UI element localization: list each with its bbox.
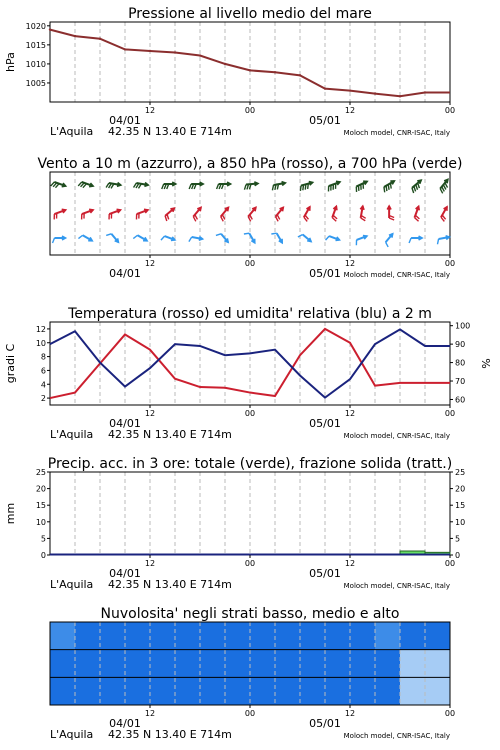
y-tick-label: 1010 (25, 59, 46, 69)
chart-title: Vento a 10 m (azzurro), a 850 hPa (rosso), a 700 hPa (verde) (37, 156, 463, 172)
x-tick-label: 12 (144, 709, 156, 718)
barb-feather (189, 237, 192, 242)
cloud-cell (225, 650, 250, 678)
wind-barb (106, 234, 118, 242)
wind-barb (412, 180, 421, 193)
wind-barb (332, 206, 337, 221)
y-tick-label: 10 (35, 338, 46, 348)
pressure-point (174, 51, 176, 53)
barb-feather (409, 238, 411, 243)
cloud-cell (275, 650, 300, 678)
precip-chart (4, 456, 465, 591)
cloud-cell (125, 622, 150, 650)
barb-feather (161, 236, 165, 240)
cloud-cell (100, 622, 125, 650)
cloud-cell (200, 677, 225, 705)
wind-barb (386, 234, 393, 247)
wind-barb (248, 207, 256, 221)
cloud-cell (250, 622, 275, 650)
pressure-point (374, 92, 376, 94)
wind-barb (440, 179, 448, 193)
temp-rh-chart (4, 306, 493, 441)
pressure-point (424, 91, 426, 93)
y-right-tick-label: 15 (455, 501, 466, 511)
y-right-tick-label: 25 (455, 468, 466, 477)
wind-barb (189, 182, 203, 189)
barb-feather (445, 183, 448, 188)
x-tick-label: 12 (344, 709, 356, 718)
clouds-chart (50, 606, 455, 741)
pressure-point (249, 69, 251, 71)
barb-feather (106, 234, 111, 236)
barb-feather (221, 217, 224, 222)
barb-feather (78, 235, 82, 238)
barb-feather (216, 234, 221, 236)
x-tick-label: 12 (144, 409, 156, 418)
cloud-cell (125, 650, 150, 678)
cloud-cell (300, 650, 325, 678)
barb-feather (418, 183, 420, 188)
plot-frame (50, 22, 450, 102)
wind-barb (276, 207, 284, 221)
pressure-point (49, 28, 51, 30)
wind-barb (387, 206, 394, 220)
barb-feather (217, 184, 219, 189)
location-name: L'Aquila (50, 125, 94, 138)
barb-feather (443, 185, 446, 190)
x-tick-label: 00 (444, 259, 456, 268)
barb-feather (162, 184, 164, 189)
wind-barb (78, 235, 92, 241)
cloud-cell (425, 677, 450, 705)
x-tick-label: 12 (144, 106, 156, 115)
barb-feather (305, 184, 306, 189)
barb-feather (326, 236, 330, 240)
barb-feather (276, 217, 279, 222)
y-tick-label: 10 (35, 517, 46, 527)
barb-feather (244, 233, 249, 234)
barb-feather (389, 218, 394, 220)
cloud-cell (150, 650, 175, 678)
cloud-cell (350, 650, 375, 678)
y-tick-label: 2 (40, 394, 46, 404)
x-tick-label: 12 (344, 106, 356, 115)
x-tick-label: 12 (144, 259, 156, 268)
cloud-cell (200, 650, 225, 678)
wind-barb (216, 234, 228, 242)
cloud-cell (150, 677, 175, 705)
date-label: 05/01 (309, 417, 341, 430)
date-label: 05/01 (309, 267, 341, 280)
wind-barb (161, 236, 175, 240)
wind-barb (415, 206, 420, 221)
barb-feather (303, 185, 304, 190)
date-label: 05/01 (309, 717, 341, 730)
y-right-tick-label: 100 (455, 321, 471, 331)
location-coords: 42.35 N 13.40 E 714m (108, 428, 232, 441)
cloud-cell (275, 622, 300, 650)
y-right-axis-label: % (480, 358, 493, 369)
cloud-cell (275, 677, 300, 705)
x-tick-label: 00 (444, 106, 456, 115)
wind-barb (326, 236, 340, 240)
cloud-cell (400, 677, 425, 705)
cloud-cell (75, 650, 100, 678)
cloud-cell (50, 622, 75, 650)
barb-feather (390, 183, 391, 188)
wind-barb (360, 206, 365, 221)
barb-feather (440, 189, 443, 194)
location-name: L'Aquila (50, 578, 94, 591)
cloud-cell (175, 622, 200, 650)
barb-feather (272, 185, 273, 190)
wind-barb (109, 209, 120, 219)
cloud-cell (175, 677, 200, 705)
wind-barb (189, 236, 203, 241)
x-tick-label: 00 (444, 409, 456, 418)
wind-barb (53, 236, 66, 243)
cloud-cell (225, 622, 250, 650)
cloud-cell (350, 677, 375, 705)
barb-feather (189, 184, 191, 189)
date-label: 04/01 (109, 114, 141, 127)
pressure-point (124, 48, 126, 50)
y-tick-label: 4 (40, 380, 46, 390)
y-right-tick-label: 70 (455, 377, 466, 387)
y-right-tick-label: 5 (455, 534, 461, 544)
x-tick-label: 12 (144, 559, 156, 568)
cloud-cell (375, 650, 400, 678)
wind-barb (356, 236, 367, 246)
cloud-cell (375, 622, 400, 650)
barb-feather (386, 186, 387, 191)
y-right-tick-label: 80 (455, 358, 466, 368)
wind-barb (165, 208, 174, 221)
cloud-cell (300, 622, 325, 650)
date-label: 05/01 (309, 567, 341, 580)
y-tick-label: 0 (40, 551, 46, 560)
pressure-point (349, 89, 351, 91)
y-tick-label: 6 (40, 366, 46, 376)
cloud-cell (325, 677, 350, 705)
date-label: 04/01 (109, 717, 141, 730)
barb-feather (133, 235, 137, 238)
wind-barb (134, 183, 149, 189)
barb-feather (412, 188, 414, 193)
pressure-chart (4, 6, 455, 138)
barb-feather (442, 187, 445, 192)
barb-feather (416, 185, 418, 190)
y-tick-label: 12 (35, 324, 46, 334)
wind-barb (328, 181, 339, 191)
pressure-point (99, 38, 101, 40)
barb-feather (195, 215, 198, 220)
wind-barb (271, 233, 282, 243)
wind-barb (106, 183, 121, 189)
date-label: 04/01 (109, 567, 141, 580)
wind-barb (437, 236, 449, 244)
x-tick-label: 00 (444, 559, 456, 568)
wind-barb (409, 236, 422, 243)
date-label: 04/01 (109, 267, 141, 280)
cloud-cell (125, 677, 150, 705)
location-name: L'Aquila (50, 728, 94, 741)
barb-feather (300, 186, 301, 191)
cloud-cell (50, 650, 75, 678)
pressure-point (299, 74, 301, 76)
wind-barb (384, 181, 394, 192)
y-right-tick-label: 10 (455, 517, 466, 527)
y-axis-label: gradi C (4, 343, 17, 384)
y-right-tick-label: 0 (455, 551, 461, 560)
cloud-cell (225, 677, 250, 705)
y-right-tick-label: 90 (455, 340, 466, 350)
chart-title: Nuvolosita' negli strati basso, medio e alto (100, 606, 400, 622)
barb-feather (308, 184, 309, 189)
y-tick-label: 15 (35, 501, 46, 511)
wind-barb (304, 207, 310, 222)
cloud-cell (425, 650, 450, 678)
pressure-point (74, 35, 76, 37)
cloud-cell (400, 650, 425, 678)
y-tick-label: 1020 (25, 21, 46, 31)
barb-feather (414, 186, 416, 191)
pressure-point (324, 87, 326, 89)
cloud-cell (350, 622, 375, 650)
barb-feather (244, 185, 246, 190)
y-tick-label: 8 (40, 352, 46, 362)
x-tick-label: 12 (344, 259, 356, 268)
model-credit: Moloch model, CNR-ISAC, Italy (343, 582, 450, 590)
wind-barb (244, 182, 258, 190)
pressure-point (399, 95, 401, 97)
pressure-point (199, 54, 201, 56)
location-coords: 42.35 N 13.40 E 714m (108, 125, 232, 138)
wind-barb (356, 181, 367, 192)
date-label: 05/01 (309, 114, 341, 127)
cloud-cell (325, 622, 350, 650)
pressure-point (224, 63, 226, 65)
barb-feather (167, 214, 169, 219)
barb-feather (277, 215, 280, 220)
x-tick-label: 00 (244, 259, 256, 268)
wind-barb (244, 233, 255, 243)
y-tick-label: 20 (35, 484, 46, 494)
y-axis-label: mm (4, 502, 17, 525)
x-tick-label: 00 (244, 106, 256, 115)
cloud-cell (75, 677, 100, 705)
wind-barb (133, 235, 147, 241)
chart-title: Temperatura (rosso) ed umidita' relativa (blu) a 2 m (68, 306, 432, 322)
date-label: 04/01 (109, 417, 141, 430)
location-name: L'Aquila (50, 428, 94, 441)
wind-barb (82, 209, 93, 219)
wind-barb (136, 209, 147, 219)
y-tick-label: 5 (40, 534, 46, 544)
cloud-cell (400, 622, 425, 650)
wind-barb (217, 182, 231, 189)
cloud-cell (75, 622, 100, 650)
cloud-cell (100, 677, 125, 705)
y-right-tick-label: 60 (455, 395, 466, 405)
cloud-cell (325, 650, 350, 678)
x-tick-label: 00 (244, 409, 256, 418)
barb-feather (193, 217, 196, 222)
x-tick-label: 00 (244, 709, 256, 718)
cloud-cell (250, 677, 275, 705)
cloud-cell (50, 677, 75, 705)
chart-title: Precip. acc. in 3 ore: totale (verde), frazione solida (tratt.) (47, 456, 453, 472)
barb-feather (271, 233, 276, 234)
wind-barb (78, 182, 93, 188)
y-tick-label: 1015 (25, 40, 46, 50)
barb-feather (386, 242, 389, 247)
y-tick-label: 1005 (25, 78, 46, 88)
model-credit: Moloch model, CNR-ISAC, Italy (343, 129, 450, 137)
barb-feather (53, 238, 55, 243)
wind-barb (441, 207, 447, 222)
barb-feather (222, 215, 225, 220)
wind-barb (54, 209, 65, 219)
wind-barb (162, 182, 176, 189)
cloud-cell (200, 622, 225, 650)
x-tick-label: 00 (244, 559, 256, 568)
barb-feather (388, 185, 389, 190)
x-tick-label: 00 (444, 709, 456, 718)
barb-feather (384, 187, 385, 192)
y-right-tick-label: 20 (455, 484, 466, 494)
wind-chart (37, 156, 462, 280)
location-coords: 42.35 N 13.40 E 714m (108, 728, 232, 741)
wind-barb (300, 182, 312, 191)
cloud-cell (300, 677, 325, 705)
x-tick-label: 12 (344, 559, 356, 568)
barb-feather (165, 216, 167, 221)
cloud-cell (150, 622, 175, 650)
barb-feather (437, 239, 438, 244)
y-axis-label: hPa (4, 52, 17, 72)
wind-barb (51, 182, 66, 188)
location-coords: 42.35 N 13.40 E 714m (108, 578, 232, 591)
pressure-point (149, 50, 151, 52)
y-tick-label: 25 (35, 468, 46, 477)
wind-barb (272, 182, 285, 191)
model-credit: Moloch model, CNR-ISAC, Italy (343, 271, 450, 279)
x-tick-label: 12 (344, 409, 356, 418)
model-credit: Moloch model, CNR-ISAC, Italy (343, 432, 450, 440)
cloud-cell (250, 650, 275, 678)
chart-title: Pressione al livello medio del mare (128, 6, 372, 22)
cloud-cell (100, 650, 125, 678)
cloud-cell (175, 650, 200, 678)
model-credit: Moloch model, CNR-ISAC, Italy (343, 732, 450, 740)
cloud-cell (425, 622, 450, 650)
pressure-point (274, 71, 276, 73)
cloud-cell (375, 677, 400, 705)
